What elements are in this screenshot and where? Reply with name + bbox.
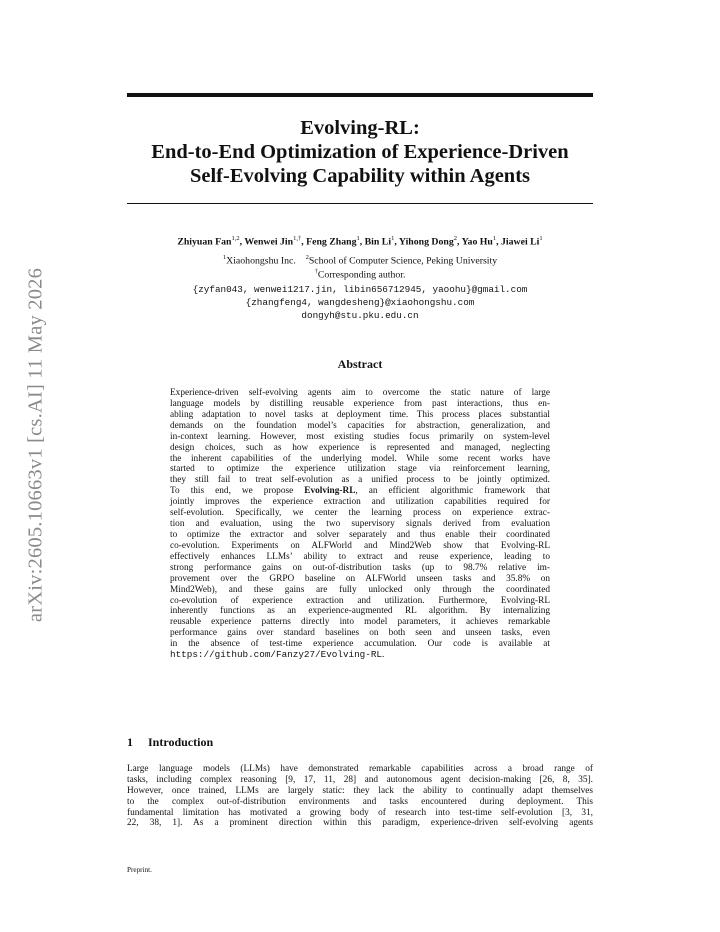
author-sup: 1,2 <box>231 235 240 242</box>
title-rule <box>127 203 593 204</box>
email-line[interactable]: dongyh@stu.pku.edu.cn <box>301 310 419 321</box>
author-sup: 1 <box>356 235 360 242</box>
abstract-heading: Abstract <box>337 357 383 371</box>
abstract-line: co-evolution of experience extraction and utilization. Furthermore, Evolving-RL <box>170 595 550 606</box>
affil-sup: 1 <box>222 254 227 261</box>
email-line[interactable]: {zyfan043, wenwei1217.jin, libin656712945, yaoohu}@gmail.com <box>192 284 528 295</box>
abstract-line: jointly improves the experience extraction and utilization capabilities required for <box>170 497 550 508</box>
section-heading <box>127 735 213 750</box>
affil-2: School of Computer Science, Peking University <box>308 255 498 267</box>
author-sup: 1 <box>492 235 497 242</box>
abstract-line: in the absence of test-time experience accumulation. Our code is available at <box>170 639 550 650</box>
abstract-line: they still fail to treat self-evolution as a unified process to be jointly optimized. <box>170 475 550 486</box>
affil-sup: 2 <box>305 254 309 261</box>
abstract-body <box>170 388 550 661</box>
abstract-line: language models by distilling reusable experience from past interactions, thus en- <box>170 398 550 409</box>
section-number: 1 <box>127 735 133 749</box>
intro-line: tasks, including complex reasoning [9, 17, 11, 28] and autonomous agent decision-making [26, 8, 35]. <box>127 774 593 785</box>
abstract-line: effectively enhances LLMs’ ability to extract and reuse experience, leading to <box>170 551 550 562</box>
corresponding-note <box>120 268 600 280</box>
abstract-line: provement over the GRPO baseline on ALFWorld unseen tasks and 35.8% on <box>170 573 550 584</box>
abstract-line: Experience-driven self-evolving agents aim to overcome the static nature of large <box>170 388 550 398</box>
author-name: Zhiyuan Fan <box>177 236 232 248</box>
abstract-line: demands on the foundation model’s capacities for abstraction, generalization, and <box>170 420 550 431</box>
abstract-line: in-context learning. However, most existing studies focus primarily on system-level <box>170 431 550 442</box>
title-line: End-to-End Optimization of Experience-Driven <box>151 141 569 163</box>
intro-line: Large language models (LLMs) have demonstrated remarkable capabilities across a broad range of <box>127 764 593 774</box>
author-name: Jiawei Li <box>501 236 540 248</box>
abstract-line: performance gains over standard baselines on both seen and unseen tasks, even <box>170 628 550 639</box>
author-name: Yao Hu <box>461 236 493 248</box>
author-list: Zhiyuan Fan$^{1,2}$, Wenwei Jin$^{1,\dagger}$, Feng Zhang$^1$, Bin Li$^1$, Yihong Dong$^2$, Yao Hu$^1$, Jiawei Li$^1$ <box>177 235 543 248</box>
author-name: Bin Li <box>364 236 392 248</box>
abstract-line: reusable experience patterns directly into model parameters, it achieves remarkable <box>170 617 550 628</box>
paper-title <box>120 116 600 188</box>
abstract-line: inherently functions as an experience-augmented RL algorithm. By internalizing <box>170 606 550 617</box>
intro-line: to the complex out-of-distribution environments and tasks encountered during deployment. This <box>127 796 593 807</box>
intro-line: 22, 38, 1]. As a prominent direction within this paradigm, experience-driven self-evolving agents <box>127 818 593 829</box>
abstract-line: To this end, we propose Evolving-RL, an efficient algorithmic framework that <box>170 486 550 497</box>
abstract-line: to optimize the extractor and solver separately and thus enable their coordinated <box>170 529 550 540</box>
abstract-line: started to optimize the experience utilization stage via reinforcement learning, <box>170 464 550 475</box>
abstract-line: strong performance gains on out-of-distribution tasks (up to 98.7% relative im- <box>170 562 550 573</box>
abstract-line: tion and evaluation, using the two supervisory signals derived from evaluation <box>170 519 550 530</box>
abstract-line: the inherent capabilities of the underlying model. While some recent works have <box>170 453 550 464</box>
author-sup: 1,† <box>293 235 302 242</box>
intro-body <box>127 764 593 829</box>
abstract-line: https://github.com/Fanzy27/Evolving-RL. <box>170 649 385 661</box>
author-name: Yihong Dong <box>398 236 454 248</box>
abstract-line: co-evolution. Experiments on ALFWorld and Mind2Web show that Evolving-RL <box>170 540 550 551</box>
code-link[interactable]: https://github.com/Fanzy27/Evolving-RL <box>170 649 383 661</box>
abstract-line: design choices, such as how experience is represented and managed, neglecting <box>170 442 550 453</box>
abstract-line: self-evolution. Specifically, we center the learning process on experience extrac- <box>170 508 550 519</box>
abstract-line: Mind2Web), and these gains are fully unlocked only through the coordinated <box>170 584 550 595</box>
intro-line: fundamental limitation has motivated a growing body of research into test-time self-evolution [3, 31, <box>127 807 593 818</box>
top-rule <box>127 93 593 97</box>
author-sup: 1 <box>391 235 395 242</box>
intro-line: However, once trained, LLMs are largely static: they lack the ability to continually adapt themselves <box>127 785 593 796</box>
author-name: Wenwei Jin <box>244 236 294 248</box>
arxiv-identifier[interactable]: arXiv:2605.10663v1 [cs.AI] 11 May 2026 <box>24 267 47 623</box>
section-title: Introduction <box>148 735 214 749</box>
footer-note: Preprint. <box>127 866 152 874</box>
title-line: Self-Evolving Capability within Agents <box>189 165 530 187</box>
abstract-line: abling adaptation to novel tasks at deployment time. This process places substantial <box>170 409 550 420</box>
author-sup: 1 <box>539 235 543 242</box>
title-line: Evolving-RL: <box>300 117 420 139</box>
affil-1: Xiaohongshu Inc. <box>226 255 296 267</box>
affiliations <box>120 254 600 266</box>
email-line[interactable]: {zhangfeng4, wangdesheng}@xiaohongshu.com <box>245 297 475 308</box>
corr-text: Corresponding author. <box>317 269 406 281</box>
author-sup: 2 <box>453 235 458 242</box>
author-name: Feng Zhang <box>306 236 357 248</box>
corr-sup: † <box>314 268 318 275</box>
